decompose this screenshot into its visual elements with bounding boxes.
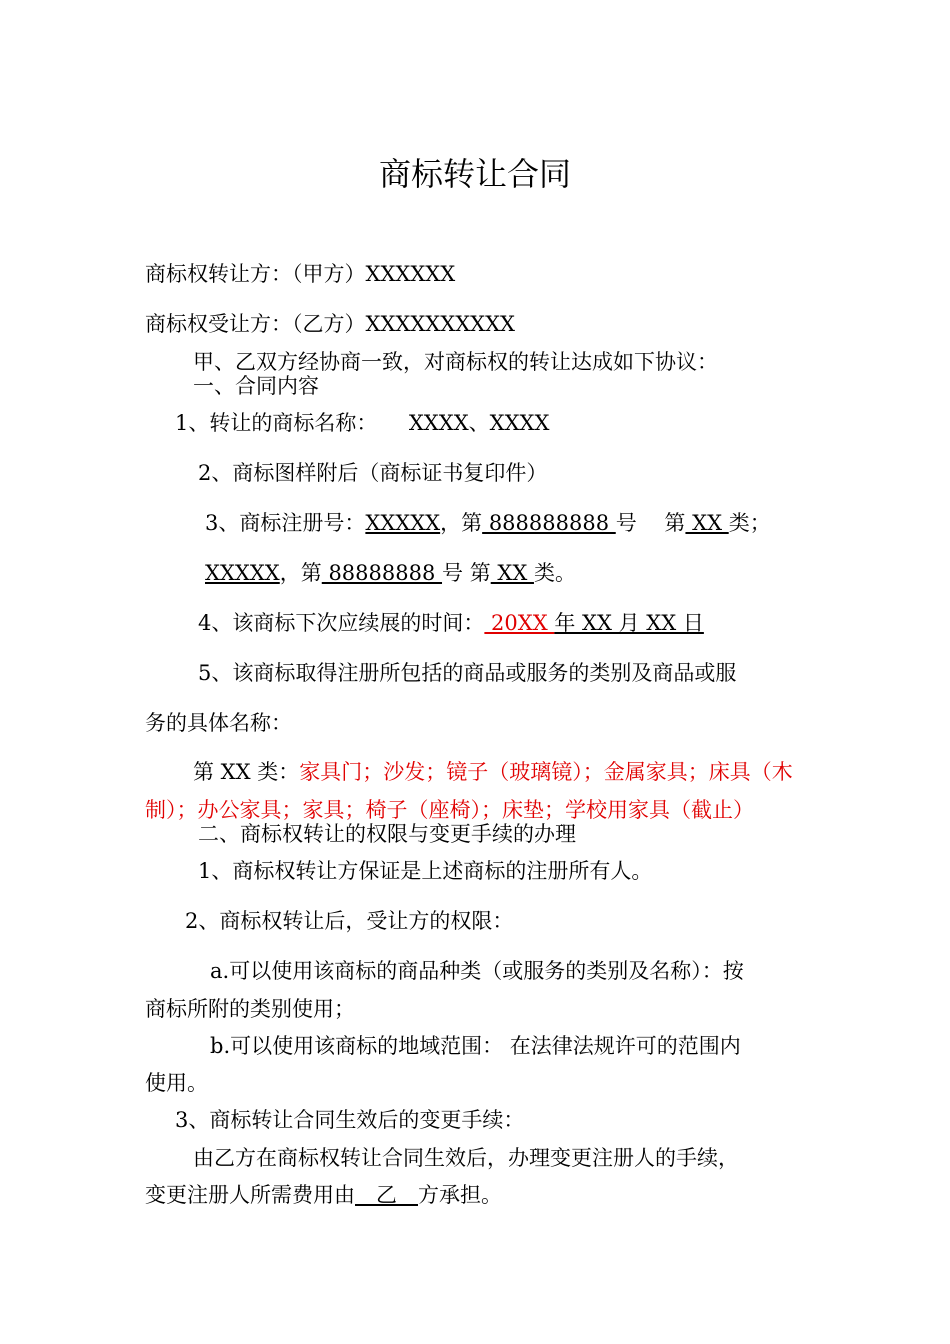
goods-list-part1: 家具门；沙发；镜子（玻璃镜）；金属家具；床具（木 (299, 760, 793, 784)
goods-line1 (193, 759, 793, 785)
final-line2-suffix: 方承担。 (418, 1183, 502, 1207)
s2-b-line2: 使用。 (145, 1071, 208, 1095)
final-line2-prefix: 变更注册人所需费用由 (145, 1183, 355, 1207)
intro-paragraph: 甲、乙双方经协商一致，对商标权的转让达成如下协议： (193, 350, 718, 374)
item3-hao2: 号 第 (442, 561, 491, 585)
item3-registration-line2 (205, 560, 576, 586)
reg-class-1: XX (685, 511, 729, 535)
final-line1: 由乙方在商标权转让合同生效后，办理变更注册人的手续， (193, 1146, 739, 1170)
section1-heading: 一、合同内容 (193, 374, 319, 398)
item3-lei2: 类。 (533, 561, 576, 585)
reg-number-2: XXXXX (205, 561, 280, 585)
item5-line1: 5、该商标取得注册所包括的商品或服务的类别及商品或服 (198, 661, 737, 685)
s2-a-line2: 商标所附的类别使用； (145, 997, 355, 1021)
item3-sep1: ，第 (440, 511, 483, 535)
section2-heading: 二、商标权转让的权限与变更手续的办理 (198, 822, 576, 846)
s2-b-line1: b.可以使用该商标的地域范围： 在法律法规许可的范围内 (210, 1034, 741, 1058)
reg-class-2: XX (490, 561, 534, 585)
item1-trademark-name: 1、转让的商标名称： XXXX、XXXX (175, 411, 550, 435)
item3-lei1: 类； (728, 511, 771, 535)
item5-line2: 务的具体名称： (145, 711, 292, 735)
final-line2 (145, 1182, 502, 1208)
transferee-line: 商标权受让方：（乙方）XXXXXXXXXX (145, 312, 516, 336)
item4-prefix: 4、该商标下次应续展的时间： (198, 611, 485, 635)
s2-item1: 1、商标权转让方保证是上述商标的注册所有人。 (198, 859, 653, 883)
item3-prefix: 3、商标注册号： (205, 511, 366, 535)
s2-a-line1: a.可以使用该商标的商品种类（或服务的类别及名称）：按 (210, 959, 744, 983)
reg-serial-2: 88888888 (321, 561, 443, 585)
goods-class-label: 第 XX 类： (193, 760, 300, 784)
page-title: 商标转让合同 (378, 155, 571, 193)
reg-serial-1: 888888888 (482, 511, 616, 535)
renewal-year: 20XX (484, 611, 555, 635)
item3-registration-line1 (205, 510, 771, 536)
s2-item2: 2、商标权转让后，受让方的权限： (185, 909, 514, 933)
item3-hao1: 号 第 (615, 511, 686, 535)
s2-item3: 3、商标转让合同生效后的变更手续： (175, 1108, 525, 1132)
transferor-line: 商标权转让方：（甲方）XXXXXX (145, 262, 456, 286)
item2-trademark-sample: 2、商标图样附后（商标证书复印件） (198, 461, 548, 485)
item4-renewal-date (198, 610, 704, 636)
goods-list-part2: 制）；办公家具；家具；椅子（座椅）；床垫；学校用家具（截止） (145, 798, 754, 822)
item3-sep2: ，第 (279, 561, 322, 585)
fee-bearing-party: 乙 (355, 1183, 418, 1207)
renewal-month-day: 年 XX 月 XX 日 (554, 611, 704, 635)
reg-number-1: XXXXX (365, 511, 441, 535)
